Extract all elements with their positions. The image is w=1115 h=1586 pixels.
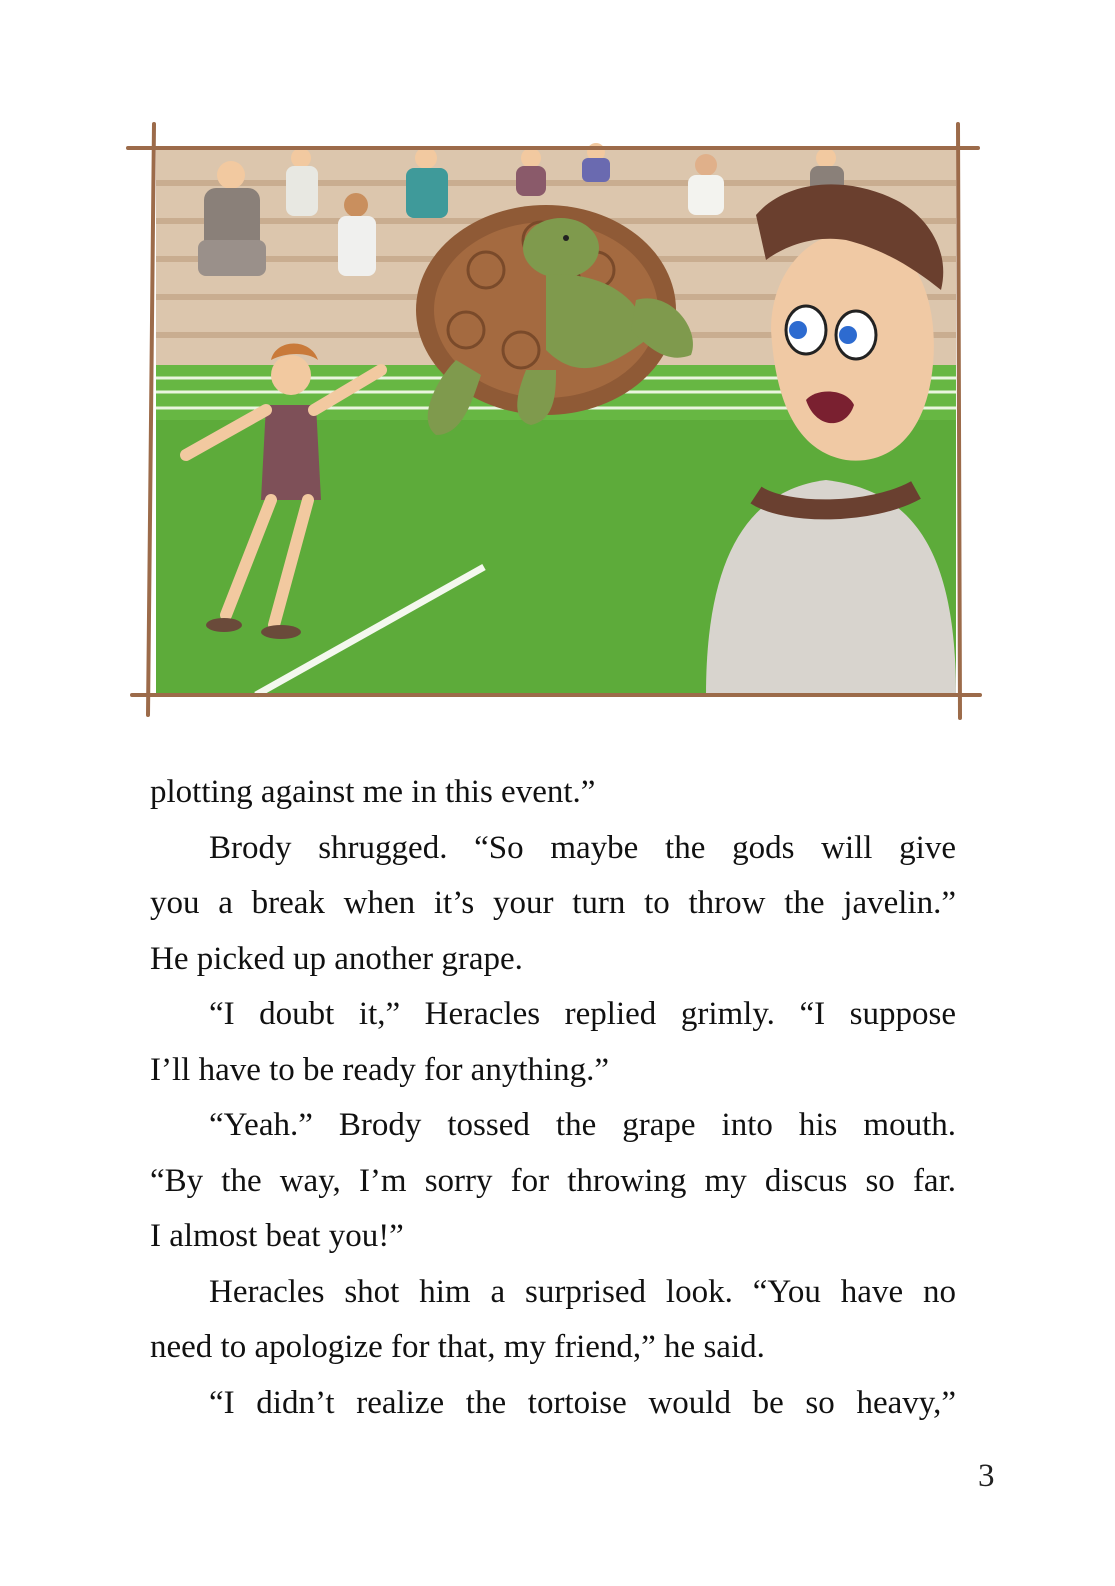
text-line: need to apologize for that, my friend,” he said.	[150, 1329, 765, 1365]
text-line: I almost beat you!”	[150, 1218, 404, 1254]
text-line: “Yeah.” Brody tossed the grape into his mouth.	[209, 1107, 956, 1143]
story-text	[150, 765, 956, 1431]
text-line: you a break when it’s your turn to throw the javelin.”	[150, 885, 956, 921]
text-line: Heracles shot him a surprised look. “You have no	[209, 1273, 956, 1310]
text-line: plotting against me in this event.”	[150, 774, 596, 810]
text-line: I’ll have to be ready for anything.”	[150, 1051, 610, 1088]
text-line: “I didn’t realize the tortoise would be so heavy,”	[209, 1384, 956, 1421]
stadium-scene	[126, 120, 986, 720]
text-line: “By the way, I’m sorry for throwing my discus so far.	[150, 1162, 956, 1199]
text-line: “I doubt it,” Heracles replied grimly. “I suppose	[209, 996, 956, 1032]
text-line: He picked up another grape.	[150, 940, 523, 977]
page-number: 3	[978, 1458, 995, 1494]
text-line: Brody shrugged. “So maybe the gods will give	[209, 829, 956, 866]
story-illustration	[126, 120, 986, 720]
